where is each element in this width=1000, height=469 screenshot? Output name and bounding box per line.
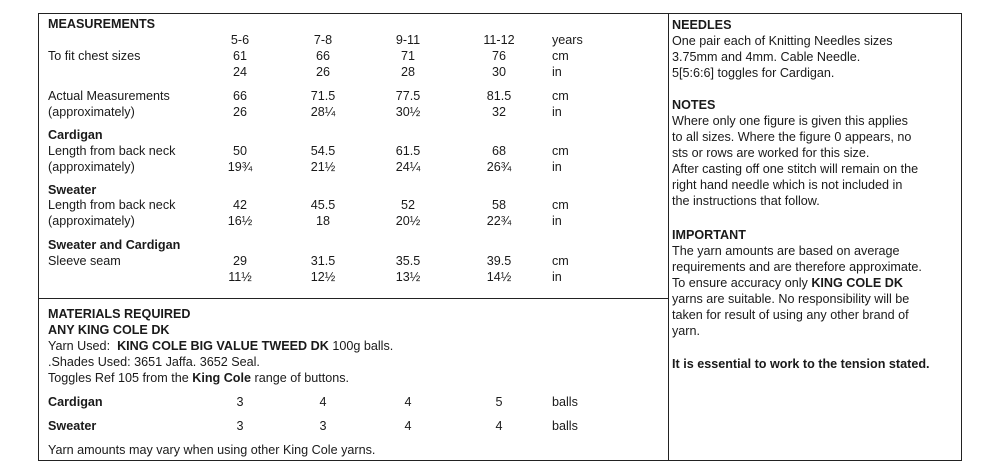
notes-line: Where only one figure is given this applies bbox=[672, 114, 908, 128]
materials-ball-count: 4 bbox=[319, 395, 327, 409]
toggles-line bbox=[48, 371, 349, 386]
materials-ball-count: 3 bbox=[319, 419, 327, 433]
measurement-value: 32 bbox=[491, 105, 507, 119]
materials-ball-count: 4 bbox=[404, 395, 412, 409]
tension-warning: It is essential to work to the tension stated. bbox=[672, 357, 930, 371]
measurement-unit: in bbox=[552, 214, 562, 228]
important-heading: IMPORTANT bbox=[672, 228, 746, 242]
measurement-value: 45.5 bbox=[310, 198, 336, 212]
important-line-4: yarns are suitable. No responsibility will be bbox=[672, 292, 910, 306]
size-unit: years bbox=[552, 33, 583, 47]
measurement-value: 24¼ bbox=[395, 160, 421, 174]
needles-line: 3.75mm and 4mm. Cable Needle. bbox=[672, 50, 861, 64]
materials-ball-count: 5 bbox=[495, 395, 503, 409]
materials-row-label: Cardigan bbox=[48, 395, 103, 409]
measurement-group-heading: Sweater bbox=[48, 183, 97, 197]
measurement-row-label: (approximately) bbox=[48, 214, 135, 228]
important-line-3 bbox=[672, 276, 903, 291]
measurement-unit: in bbox=[552, 105, 562, 119]
measurement-unit: cm bbox=[552, 254, 569, 268]
measurement-value: 81.5 bbox=[486, 89, 512, 103]
measurement-unit: cm bbox=[552, 144, 569, 158]
measurement-value: 29 bbox=[232, 254, 248, 268]
measurement-value: 30 bbox=[491, 65, 507, 79]
measurements-heading: MEASUREMENTS bbox=[48, 17, 156, 31]
measurement-unit: cm bbox=[552, 89, 569, 103]
measurement-value: 39.5 bbox=[486, 254, 512, 268]
measurement-value: 68 bbox=[491, 144, 507, 158]
yarn-used-prefix: Yarn Used: bbox=[48, 339, 118, 353]
measurement-unit: cm bbox=[552, 49, 569, 63]
yarn-note: Yarn amounts may vary when using other King Cole yarns. bbox=[48, 443, 376, 457]
measurement-value: 20½ bbox=[395, 214, 421, 228]
measurement-group-heading: Sweater and Cardigan bbox=[48, 238, 181, 252]
measurement-value: 42 bbox=[232, 198, 248, 212]
important-brand: KING COLE DK bbox=[811, 276, 903, 290]
materials-subheading: ANY KING COLE DK bbox=[48, 323, 170, 337]
size-column-header: 11-12 bbox=[483, 33, 515, 47]
measurement-value: 18 bbox=[315, 214, 331, 228]
toggles-brand: King Cole bbox=[192, 371, 251, 385]
toggles-suffix: range of buttons. bbox=[251, 371, 350, 385]
measurement-value: 30½ bbox=[395, 105, 421, 119]
measurement-value: 76 bbox=[491, 49, 507, 63]
measurement-value: 77.5 bbox=[395, 89, 421, 103]
measurement-value: 12½ bbox=[310, 270, 336, 284]
measurement-value: 13½ bbox=[395, 270, 421, 284]
size-column-header: 5-6 bbox=[230, 33, 250, 47]
measurement-value: 66 bbox=[315, 49, 331, 63]
measurement-value: 26 bbox=[232, 105, 248, 119]
important-line-1: The yarn amounts are based on average bbox=[672, 244, 900, 258]
measurement-value: 28¼ bbox=[310, 105, 336, 119]
measurement-value: 71.5 bbox=[310, 89, 336, 103]
measurement-row-label: Length from back neck bbox=[48, 144, 176, 158]
section-divider bbox=[38, 298, 669, 299]
needles-line: 5[5:6:6] toggles for Cardigan. bbox=[672, 66, 835, 80]
shades-line: .Shades Used: 3651 Jaffa. 3652 Seal. bbox=[48, 355, 260, 369]
measurement-row-label: Length from back neck bbox=[48, 198, 176, 212]
measurement-row-label: Actual Measurements bbox=[48, 89, 170, 103]
notes-heading: NOTES bbox=[672, 98, 716, 112]
measurement-value: 54.5 bbox=[310, 144, 336, 158]
materials-ball-count: 3 bbox=[236, 395, 244, 409]
size-column-header: 9-11 bbox=[395, 33, 421, 47]
measurement-value: 58 bbox=[491, 198, 507, 212]
notes-line: the instructions that follow. bbox=[672, 194, 820, 208]
measurement-value: 35.5 bbox=[395, 254, 421, 268]
measurement-value: 52 bbox=[400, 198, 416, 212]
needles-heading: NEEDLES bbox=[672, 18, 732, 32]
measurement-value: 71 bbox=[400, 49, 416, 63]
measurement-value: 61 bbox=[232, 49, 248, 63]
materials-heading: MATERIALS REQUIRED bbox=[48, 307, 191, 321]
measurement-value: 61.5 bbox=[395, 144, 421, 158]
measurement-row-label: (approximately) bbox=[48, 105, 135, 119]
materials-ball-count: 3 bbox=[236, 419, 244, 433]
measurement-value: 31.5 bbox=[310, 254, 336, 268]
yarn-used-line bbox=[48, 339, 393, 354]
important-line-5: taken for result of using any other brand of bbox=[672, 308, 909, 322]
measurement-value: 26 bbox=[315, 65, 331, 79]
notes-line: sts or rows are worked for this size. bbox=[672, 146, 870, 160]
column-divider bbox=[668, 13, 669, 461]
needles-line: One pair each of Knitting Needles sizes bbox=[672, 34, 893, 48]
important-line-2: requirements and are therefore approximate. bbox=[672, 260, 922, 274]
size-column-header: 7-8 bbox=[313, 33, 333, 47]
measurement-value: 22¾ bbox=[486, 214, 512, 228]
measurement-group-heading: Cardigan bbox=[48, 128, 103, 142]
toggles-prefix: Toggles Ref 105 from the bbox=[48, 371, 193, 385]
measurement-value: 21½ bbox=[310, 160, 336, 174]
measurement-value: 19¾ bbox=[227, 160, 253, 174]
measurement-value: 24 bbox=[232, 65, 248, 79]
measurement-value: 50 bbox=[232, 144, 248, 158]
important-line-6: yarn. bbox=[672, 324, 700, 338]
materials-row-label: Sweater bbox=[48, 419, 97, 433]
materials-ball-count: 4 bbox=[404, 419, 412, 433]
yarn-name: KING COLE BIG VALUE TWEED DK bbox=[117, 339, 329, 353]
materials-unit: balls bbox=[552, 419, 578, 433]
measurement-unit: in bbox=[552, 160, 562, 174]
measurement-value: 11½ bbox=[228, 270, 252, 284]
materials-unit: balls bbox=[552, 395, 578, 409]
measurement-unit: in bbox=[552, 65, 562, 79]
measurement-row-label: Sleeve seam bbox=[48, 254, 121, 268]
measurement-unit: cm bbox=[552, 198, 569, 212]
materials-ball-count: 4 bbox=[495, 419, 503, 433]
important-line-3-prefix: To ensure accuracy only bbox=[672, 276, 812, 290]
yarn-used-suffix: 100g balls. bbox=[328, 339, 394, 353]
measurement-value: 14½ bbox=[486, 270, 512, 284]
measurement-value: 16½ bbox=[227, 214, 253, 228]
notes-line: After casting off one stitch will remain on the bbox=[672, 162, 919, 176]
notes-line: to all sizes. Where the figure 0 appears, no bbox=[672, 130, 912, 144]
measurement-value: 28 bbox=[400, 65, 416, 79]
measurement-row-label: (approximately) bbox=[48, 160, 135, 174]
measurement-value: 66 bbox=[232, 89, 248, 103]
measurement-unit: in bbox=[552, 270, 562, 284]
measurement-row-label: To fit chest sizes bbox=[48, 49, 141, 63]
measurement-value: 26¾ bbox=[486, 160, 512, 174]
notes-line: right hand needle which is not included in bbox=[672, 178, 903, 192]
